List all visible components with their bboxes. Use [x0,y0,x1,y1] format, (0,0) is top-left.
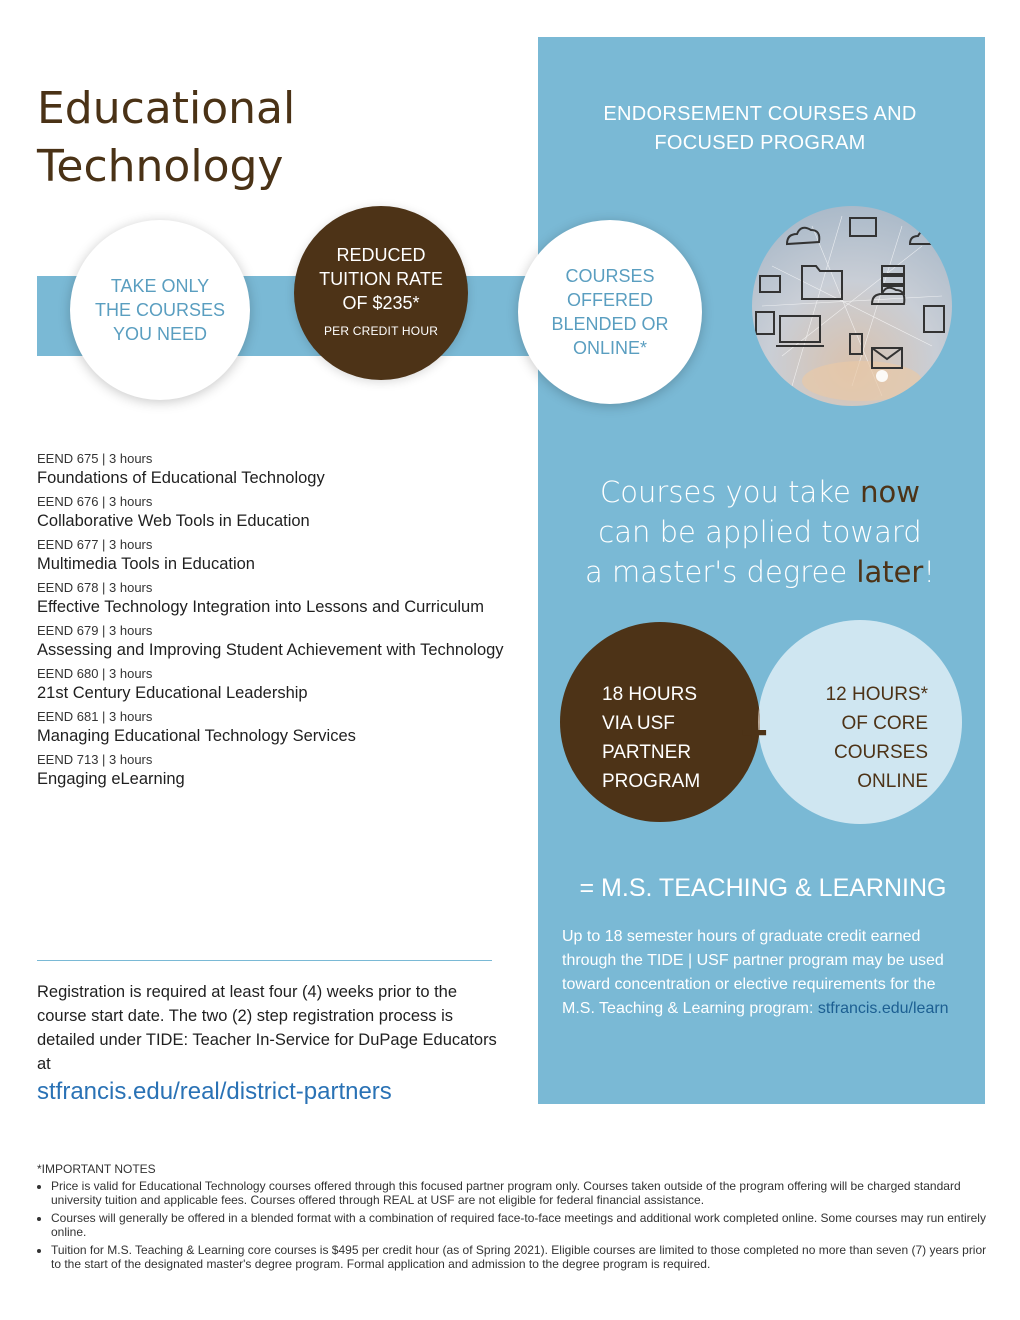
course-name: 21st Century Educational Leadership [37,684,308,702]
callout-emphasis-now: now [860,475,920,509]
endorsement-heading [560,100,960,158]
course-name: Managing Educational Technology Services [37,727,356,745]
course-item [37,622,507,661]
divider [37,960,492,961]
course-item [37,708,507,747]
callout-text: ! [923,555,935,589]
venn-label: 18 HOURS [602,684,698,705]
course-item [37,536,507,575]
course-code: EEND 679 | 3 hours [37,623,153,638]
tuition-circle [294,206,468,380]
course-code: EEND 675 | 3 hours [37,451,153,466]
venn-label: 12 HOURS* [825,684,928,705]
registration-text: Registration is required at least four (4) weeks prior to the course start date. The two (2) step registration process is detailed under TIDE: Teacher In-Service for DuPage Educators at [37,983,497,1073]
circle-text: ONLINE* [572,338,648,358]
venn-label: PARTNER [602,742,692,763]
course-code: EEND 678 | 3 hours [37,580,153,595]
course-item [37,751,507,790]
note-item: • Price is valid for Educational Technology courses offered through this focused partner program only. Courses taken outside of the program offering will be charged standard university tuition and applicable fees. Courses offered through REAL at USF are not eligible for federal financial assistance. [51,1179,992,1208]
circle-subtext: PER CREDIT HOUR [323,324,439,338]
callout-emphasis-later: later [856,555,924,589]
take-only-circle [70,220,250,400]
course-code: EEND 676 | 3 hours [37,494,153,509]
circle-text: TAKE ONLY [110,276,210,296]
circle-text: REDUCED [336,245,426,265]
callout-line-3 [560,552,960,592]
circle-text: THE COURSES [94,300,226,320]
venn-label: COURSES [834,742,928,763]
venn-label: PROGRAM [602,771,701,792]
title-line-2: Technology [37,141,284,192]
master-degree-callout [560,472,960,592]
note-item: • Tuition for M.S. Teaching & Learning core courses is $495 per credit hour (as of Spring 2021). Eligible courses are limited to those completed no more than seven (7) years prior to the start of the designated master's degree program. Formal application and admission to the degree program is required. [51,1243,992,1272]
callout-text: a master's degree [584,555,857,589]
ms-teaching-learning-heading: = M.S. TEACHING & LEARNING [579,874,947,902]
course-item [37,579,507,618]
course-code: EEND 680 | 3 hours [37,666,153,681]
title-line-1: Educational [37,83,296,134]
page-title [37,80,457,196]
callout-line-1 [560,472,960,512]
circle-text: YOU NEED [112,324,208,344]
circle-text: OFFERED [566,290,653,310]
venn-label: ONLINE [857,771,928,792]
notes-title: *IMPORTANT NOTES [37,1162,156,1176]
circle-text: OF $235* [342,293,420,313]
technology-hand-image [752,206,952,406]
course-name: Multimedia Tools in Education [37,555,255,573]
course-name: Assessing and Improving Student Achievement with Technology [37,641,504,659]
venn-label: OF CORE [841,713,928,734]
learn-link[interactable]: stfrancis.edu/learn [817,1000,949,1017]
circle-text: BLENDED OR [551,314,669,334]
callout-text: Courses you take [600,475,861,509]
blended-circle [518,220,702,404]
course-name: Foundations of Educational Technology [37,469,325,487]
course-code: EEND 677 | 3 hours [37,537,153,552]
credit-text: Up to 18 semester hours of graduate credit earned through the TIDE | USF partner program may be used toward concentration or elective requirements for the M.S. Teaching & Learning program: [562,928,944,1017]
course-item [37,493,507,532]
notes-list [37,1179,992,1272]
note-item: • Courses will generally be offered in a blended format with a combination of required face-to-face meetings and additional work completed online. Some courses may run entirely online. [51,1211,992,1240]
course-name: Collaborative Web Tools in Education [37,512,310,530]
callout-line-2: can be applied toward [598,515,922,549]
course-list [37,450,507,794]
venn-label: VIA USF [602,713,675,734]
venn-right-text [796,680,928,796]
course-code: EEND 713 | 3 hours [37,752,153,767]
course-item [37,665,507,704]
course-code: EEND 681 | 3 hours [37,709,153,724]
endorsement-line-1: ENDORSEMENT COURSES AND [603,103,917,125]
district-partners-link[interactable]: stfrancis.edu/real/district-partners [37,1078,392,1105]
credit-description [562,925,972,1021]
plus-icon: + [740,707,769,760]
course-name: Effective Technology Integration into Lessons and Curriculum [37,598,484,616]
endorsement-line-2: FOCUSED PROGRAM [654,132,866,154]
tech-icons-illustration [752,206,952,406]
venn-left-text [602,680,700,796]
course-item [37,450,507,489]
course-name: Engaging eLearning [37,770,185,788]
circle-text: COURSES [565,266,655,286]
important-notes [37,1162,992,1275]
circle-text: TUITION RATE [319,269,443,289]
